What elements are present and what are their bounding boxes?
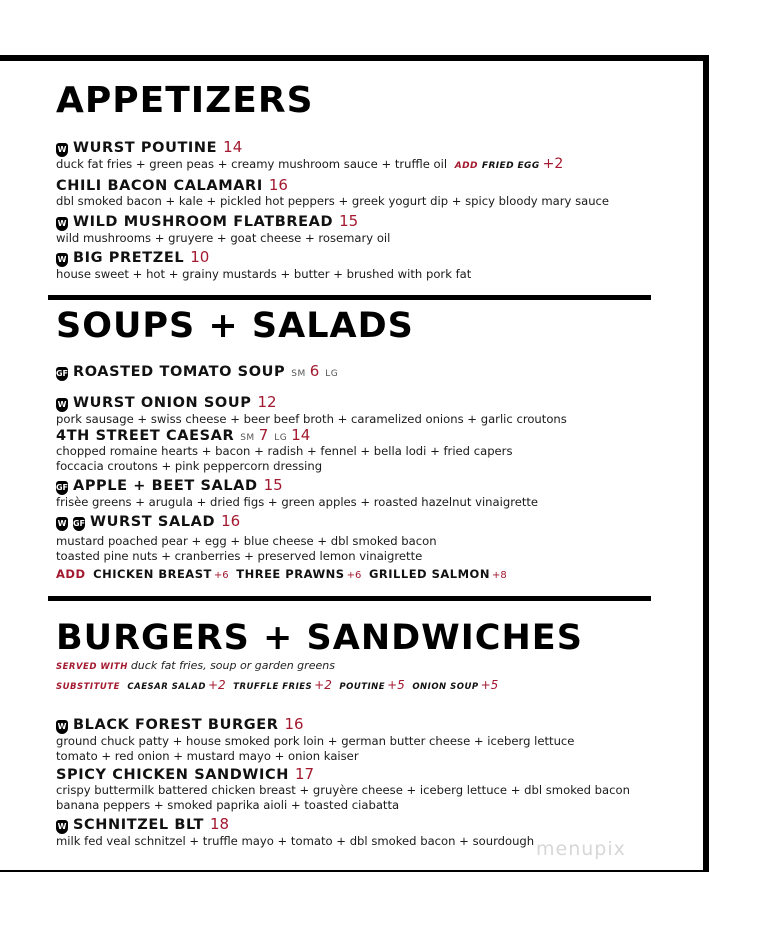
item-name: 4TH STREET CAESAR — [56, 428, 235, 444]
item-name: WURST ONION SOUP — [73, 395, 252, 411]
item-name: SCHNITZEL BLT — [73, 817, 204, 833]
item-description-line2: tomato + red onion + mustard mayo + onion kaiser — [56, 748, 359, 763]
substitute-price: +5 — [480, 678, 499, 692]
add-label: ADD — [454, 160, 478, 171]
substitute-price: +2 — [207, 678, 226, 692]
section-divider — [48, 596, 651, 601]
size-large: LG — [274, 433, 288, 443]
size-small: SM — [291, 369, 306, 379]
addon-name: GRILLED SALMON — [368, 567, 490, 581]
menu-item-apple-beet-salad — [56, 476, 704, 510]
wurst-badge-icon: W — [56, 820, 68, 834]
item-price: 15 — [263, 476, 283, 494]
menu-item-roasted-tomato-soup — [56, 362, 704, 381]
substitute-name: ONION SOUP — [412, 682, 479, 692]
menu-item-wurst-poutine — [56, 138, 704, 174]
item-description-line2: toasted pine nuts + cranberries + preserved lemon vinaigrette — [56, 548, 423, 563]
item-description — [56, 157, 704, 174]
item-description-line2: banana peppers + smoked paprika aioli + toasted ciabatta — [56, 798, 400, 812]
addon-name: THREE PRAWNS — [236, 567, 345, 581]
addon-price: +8 — [491, 570, 507, 581]
item-price: 10 — [190, 248, 210, 266]
add-name: FRIED EGG — [481, 160, 540, 171]
menu-item-chili-bacon-calamari — [56, 176, 704, 209]
item-description: milk fed veal schnitzel + truffle mayo + tomato + dbl smoked bacon + sourdough — [56, 833, 535, 848]
served-with-note — [56, 659, 335, 672]
served-with-label: SERVED WITH — [56, 662, 128, 672]
price-small: 7 — [258, 426, 269, 444]
item-price: 18 — [209, 815, 230, 833]
wurst-badge-icon: W — [56, 253, 68, 267]
item-name: WURST POUTINE — [73, 140, 218, 156]
substitute-price: +2 — [314, 678, 332, 692]
menu-item-black-forest-burger — [56, 715, 704, 764]
served-with-text: duck fat fries, soup or garden greens — [130, 659, 335, 672]
item-name: ROASTED TOMATO SOUP — [73, 364, 286, 380]
item-name: BIG PRETZEL — [73, 250, 185, 266]
item-name: WURST SALAD — [90, 514, 216, 530]
watermark: menupix — [536, 838, 626, 860]
item-description: frisèe greens + arugula + dried figs + green apples + roasted hazelnut vinaigrette — [56, 494, 539, 509]
burgers-sandwiches-title: BURGERS + SANDWICHES — [56, 618, 583, 658]
item-name: BLACK FOREST BURGER — [73, 717, 279, 733]
desc-text: duck fat fries + green peas + creamy mushroom sauce + truffle oil — [56, 156, 448, 171]
item-price: 14 — [223, 138, 243, 156]
item-name: SPICY CHICKEN SANDWICH — [56, 767, 289, 783]
gluten-free-badge-icon: GF — [73, 517, 85, 531]
appetizers-title: APPETIZERS — [56, 80, 314, 121]
item-description: dbl smoked bacon + kale + pickled hot peppers + greek yogurt dip + spicy bloody mary sauce — [56, 194, 610, 208]
size-small: SM — [240, 433, 255, 443]
substitute-name: POUTINE — [339, 682, 386, 692]
item-description: crispy buttermilk battered chicken breast + gruyère cheese + iceberg lettuce + dbl smoked bacon — [56, 783, 630, 797]
item-description: pork sausage + swiss cheese + beer beef broth + caramelized onions + garlic croutons — [56, 411, 567, 426]
item-price: 15 — [339, 212, 359, 230]
item-name: CHILI BACON CALAMARI — [56, 178, 263, 194]
menu-item-spicy-chicken-sandwich — [56, 765, 704, 813]
menu-item-big-pretzel — [56, 248, 704, 282]
item-price: 16 — [268, 176, 288, 194]
substitute-price: +5 — [387, 678, 405, 692]
menu-item-4th-street-caesar — [56, 426, 704, 474]
gluten-free-badge-icon: GF — [56, 481, 68, 495]
price-large: 14 — [291, 426, 311, 444]
item-description: ground chuck patty + house smoked pork loin + german butter cheese + iceberg lettuce — [56, 733, 575, 748]
gluten-free-badge-icon: GF — [56, 367, 68, 381]
item-description: chopped romaine hearts + bacon + radish + fennel + bella lodi + fried capers — [56, 444, 513, 458]
item-description: mustard poached pear + egg + blue cheese + dbl smoked bacon — [56, 533, 437, 548]
substitute-name: CAESAR SALAD — [127, 682, 206, 692]
section-divider — [48, 295, 651, 300]
salad-addons — [56, 567, 507, 581]
item-price: 6 — [309, 362, 320, 380]
wurst-badge-icon: W — [56, 517, 68, 531]
addons-label: ADD — [56, 567, 86, 581]
item-description: house sweet + hot + grainy mustards + butter + brushed with pork fat — [56, 266, 472, 281]
item-price: 16 — [284, 715, 304, 733]
item-name: APPLE + BEET SALAD — [73, 478, 258, 494]
wurst-badge-icon: W — [56, 217, 68, 231]
menu-item-wurst-onion-soup — [56, 393, 704, 427]
menu-item-wild-mushroom-flatbread — [56, 212, 704, 246]
addon-price: +6 — [213, 570, 229, 581]
menu-item-wurst-salad — [56, 512, 704, 564]
wurst-badge-icon: W — [56, 720, 68, 734]
item-description: wild mushrooms + gruyere + goat cheese + rosemary oil — [56, 230, 391, 245]
add-price: +2 — [542, 155, 564, 172]
substitute-note — [56, 678, 498, 692]
addon-price: +6 — [346, 570, 362, 581]
wurst-badge-icon: W — [56, 398, 68, 412]
item-price: 16 — [221, 512, 241, 530]
size-large: LG — [325, 369, 339, 379]
addon-name: CHICKEN BREAST — [93, 567, 212, 581]
substitute-name: TRUFFLE FRIES — [233, 682, 313, 692]
substitute-label: SUBSTITUTE — [56, 682, 120, 692]
soups-salads-title: SOUPS + SALADS — [56, 306, 414, 346]
item-price: 12 — [257, 393, 277, 411]
item-price: 17 — [295, 765, 315, 783]
item-name: WILD MUSHROOM FLATBREAD — [73, 214, 334, 230]
wurst-badge-icon: W — [56, 143, 68, 157]
item-description-line2: foccacia croutons + pink peppercorn dressing — [56, 459, 323, 473]
